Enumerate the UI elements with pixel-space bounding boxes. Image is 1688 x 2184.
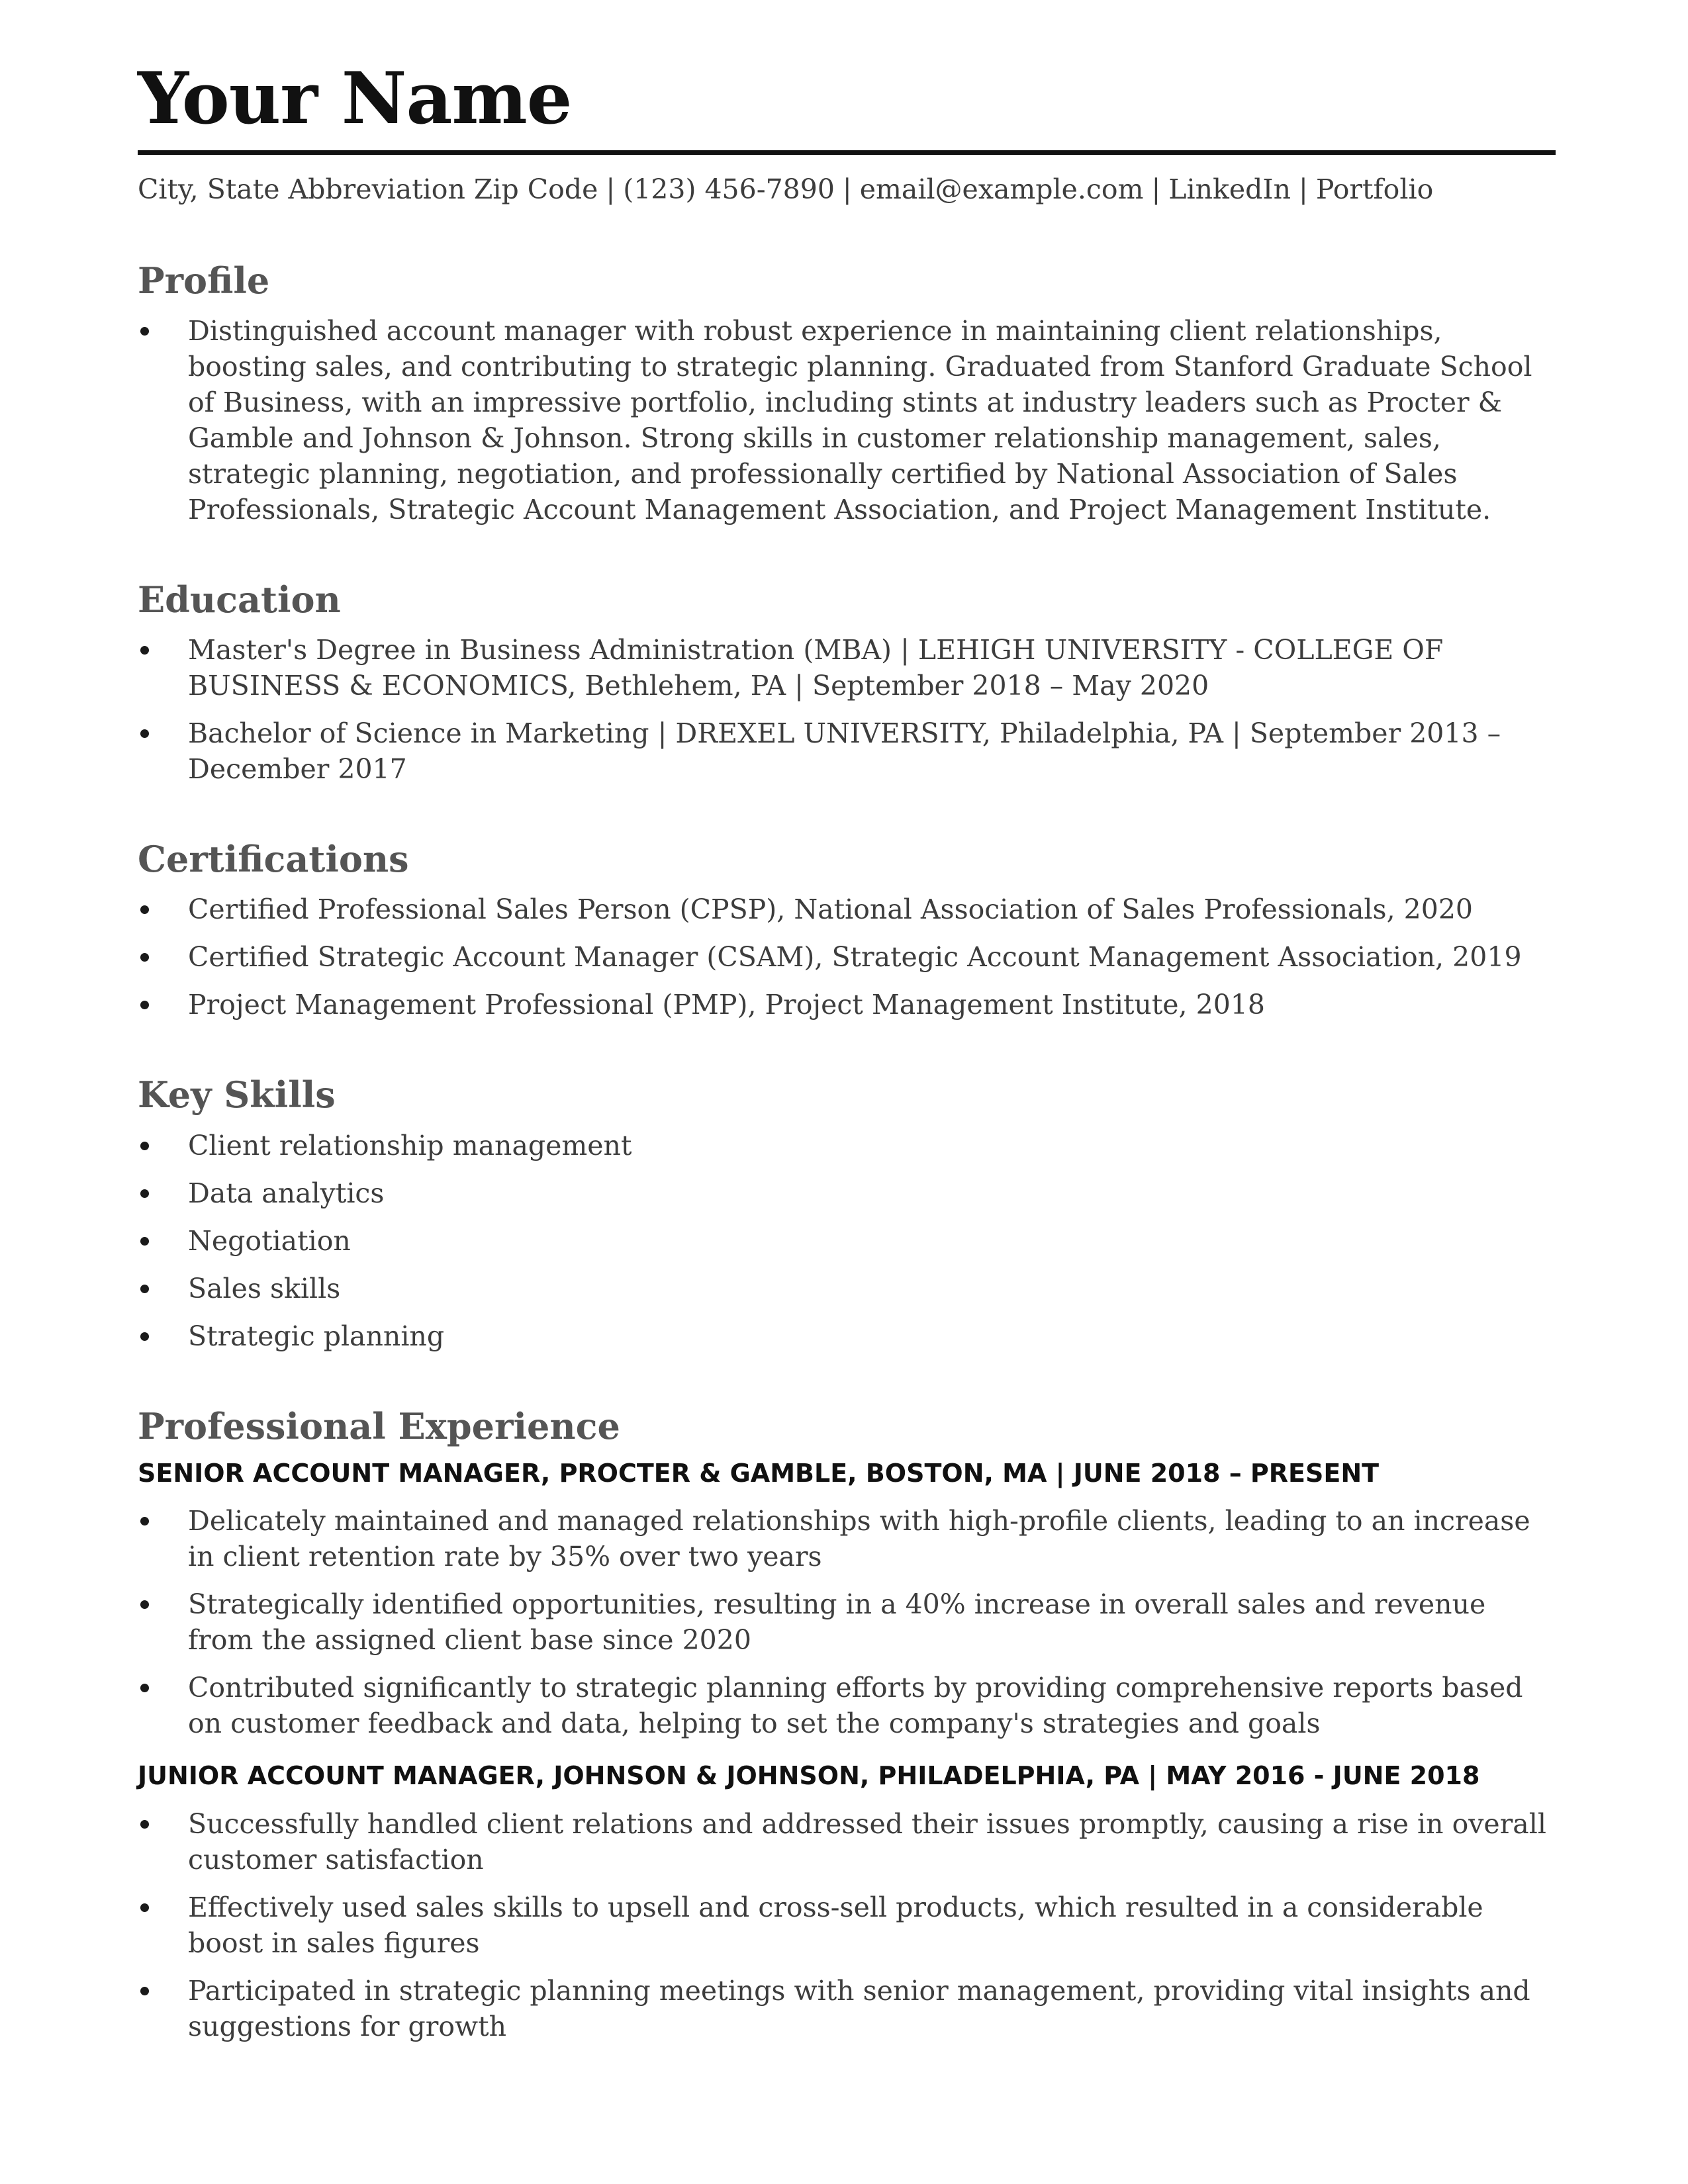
achievement-text: Delicately maintained and managed relationships with high-profile clients, leading to an increase in client retention rate by 35% over two years [188,1505,1530,1573]
contact-line [138,173,1556,206]
skills-heading: Key Skills [138,1073,336,1116]
profile-section [138,260,1556,527]
profile-list [138,313,1556,527]
job-heading: JUNIOR ACCOUNT MANAGER, JOHNSON & JOHNSON, PHILADELPHIA, PA | MAY 2016 - JUNE 2018 [138,1761,1480,1791]
education-entry: Master's Degree in Business Administration (MBA) | LEHIGH UNIVERSITY - COLLEGE OF BUSINESS & ECONOMICS, Bethlehem, PA | September 2018 – May 2020 [188,634,1444,702]
bullet-icon [140,953,149,962]
bullet-icon [140,1903,149,1912]
skill-entry: Sales skills [188,1272,341,1304]
achievement-text: Strategically identified opportunities, resulting in a 40% increase in overall sales and revenue from the assigned client base since 2020 [188,1588,1486,1657]
list-item [138,1271,1556,1306]
profile-text: Distinguished account manager with robust experience in maintaining client relationships, boosting sales, and contributing to strategic planning. Graduated from Stanford Graduate School of Business, with an impressive portfolio, including stints at industry leaders such as Procter & Gamble and Johnson & Johnson. Strong skills in customer relationship management, sales, strategic planning, negotiation, and professionally certified by National Association of Sales Professionals, Strategic Account Management Association, and Project Management Institute. [188,315,1532,526]
list-item [138,1670,1556,1741]
certification-entry: Certified Strategic Account Manager (CSAM), Strategic Account Management Association, 2019 [188,941,1522,974]
skills-list [138,1128,1556,1354]
contact-linkedin-link[interactable]: LinkedIn [1168,173,1291,205]
job-achievements-list [138,1806,1556,2044]
list-item [138,1128,1556,1163]
bullet-icon [140,1237,149,1246]
experience-section [138,1406,1556,2044]
bullet-icon [140,1001,149,1009]
certifications-section [138,839,1556,1023]
education-section [138,579,1556,787]
bullet-icon [140,1820,149,1829]
list-item [138,1503,1556,1574]
bullet-icon [140,905,149,914]
contact-separator: | [606,173,616,205]
bullet-icon [140,1684,149,1692]
profile-heading: Profile [138,259,270,302]
certification-entry: Project Management Professional (PMP), Project Management Institute, 2018 [188,989,1265,1021]
achievement-text: Participated in strategic planning meetings with senior management, providing vital insights and suggestions for growth [188,1974,1530,2042]
contact-email[interactable]: email@example.com [859,173,1144,205]
bullet-icon [140,1987,149,1995]
contact-location: City, State Abbreviation Zip Code [138,173,598,205]
certification-entry: Certified Professional Sales Person (CPSP), National Association of Sales Professionals, 2020 [188,893,1473,926]
list-item [138,1806,1556,1878]
bullet-icon [140,327,149,336]
bullet-icon [140,1517,149,1525]
skill-entry: Client relationship management [188,1129,632,1161]
job-heading: SENIOR ACCOUNT MANAGER, PROCTER & GAMBLE, BOSTON, MA | JUNE 2018 – PRESENT [138,1458,1380,1488]
skill-entry: Strategic planning [188,1320,445,1352]
list-item [138,1175,1556,1211]
bullet-icon [140,1285,149,1293]
bullet-icon [140,1332,149,1341]
contact-separator: | [1298,173,1308,205]
header-divider [138,150,1556,155]
experience-heading: Professional Experience [138,1404,620,1447]
list-item [138,987,1556,1023]
list-item [138,1223,1556,1259]
skill-entry: Negotiation [188,1224,351,1257]
contact-phone: (123) 456-7890 [623,173,835,205]
skill-entry: Data analytics [188,1177,385,1209]
bullet-icon [140,1142,149,1150]
bullet-icon [140,1189,149,1198]
bullet-icon [140,646,149,655]
certifications-list [138,891,1556,1023]
education-entry: Bachelor of Science in Marketing | DREXEL UNIVERSITY, Philadelphia, PA | September 2013 – December 2017 [188,717,1501,786]
list-item [138,632,1556,704]
contact-separator: | [842,173,852,205]
contact-portfolio-link[interactable]: Portfolio [1315,173,1434,205]
list-item [138,715,1556,787]
achievement-text: Contributed significantly to strategic planning efforts by providing comprehensive reports based on customer feedback and data, helping to set the company's strategies and goals [188,1672,1523,1740]
bullet-icon [140,729,149,738]
education-list [138,632,1556,787]
achievement-text: Successfully handled client relations and addressed their issues promptly, causing a rise in overall customer satisfaction [188,1807,1546,1876]
list-item [138,1973,1556,2044]
job-achievements-list [138,1503,1556,1741]
list-item [138,891,1556,927]
certifications-heading: Certifications [138,838,409,881]
achievement-text: Effectively used sales skills to upsell and cross-sell products, which resulted in a considerable boost in sales figures [188,1891,1483,1959]
resume-page [138,57,1556,2056]
list-item [138,1586,1556,1658]
resume-name: Your Name [138,57,572,140]
skills-section [138,1074,1556,1353]
list-item [138,313,1556,527]
contact-separator: | [1151,173,1161,205]
list-item [138,1889,1556,1961]
education-heading: Education [138,578,341,621]
bullet-icon [140,1600,149,1609]
job-entry [138,1761,1556,2044]
list-item [138,1318,1556,1354]
job-entry [138,1459,1556,1742]
list-item [138,939,1556,975]
